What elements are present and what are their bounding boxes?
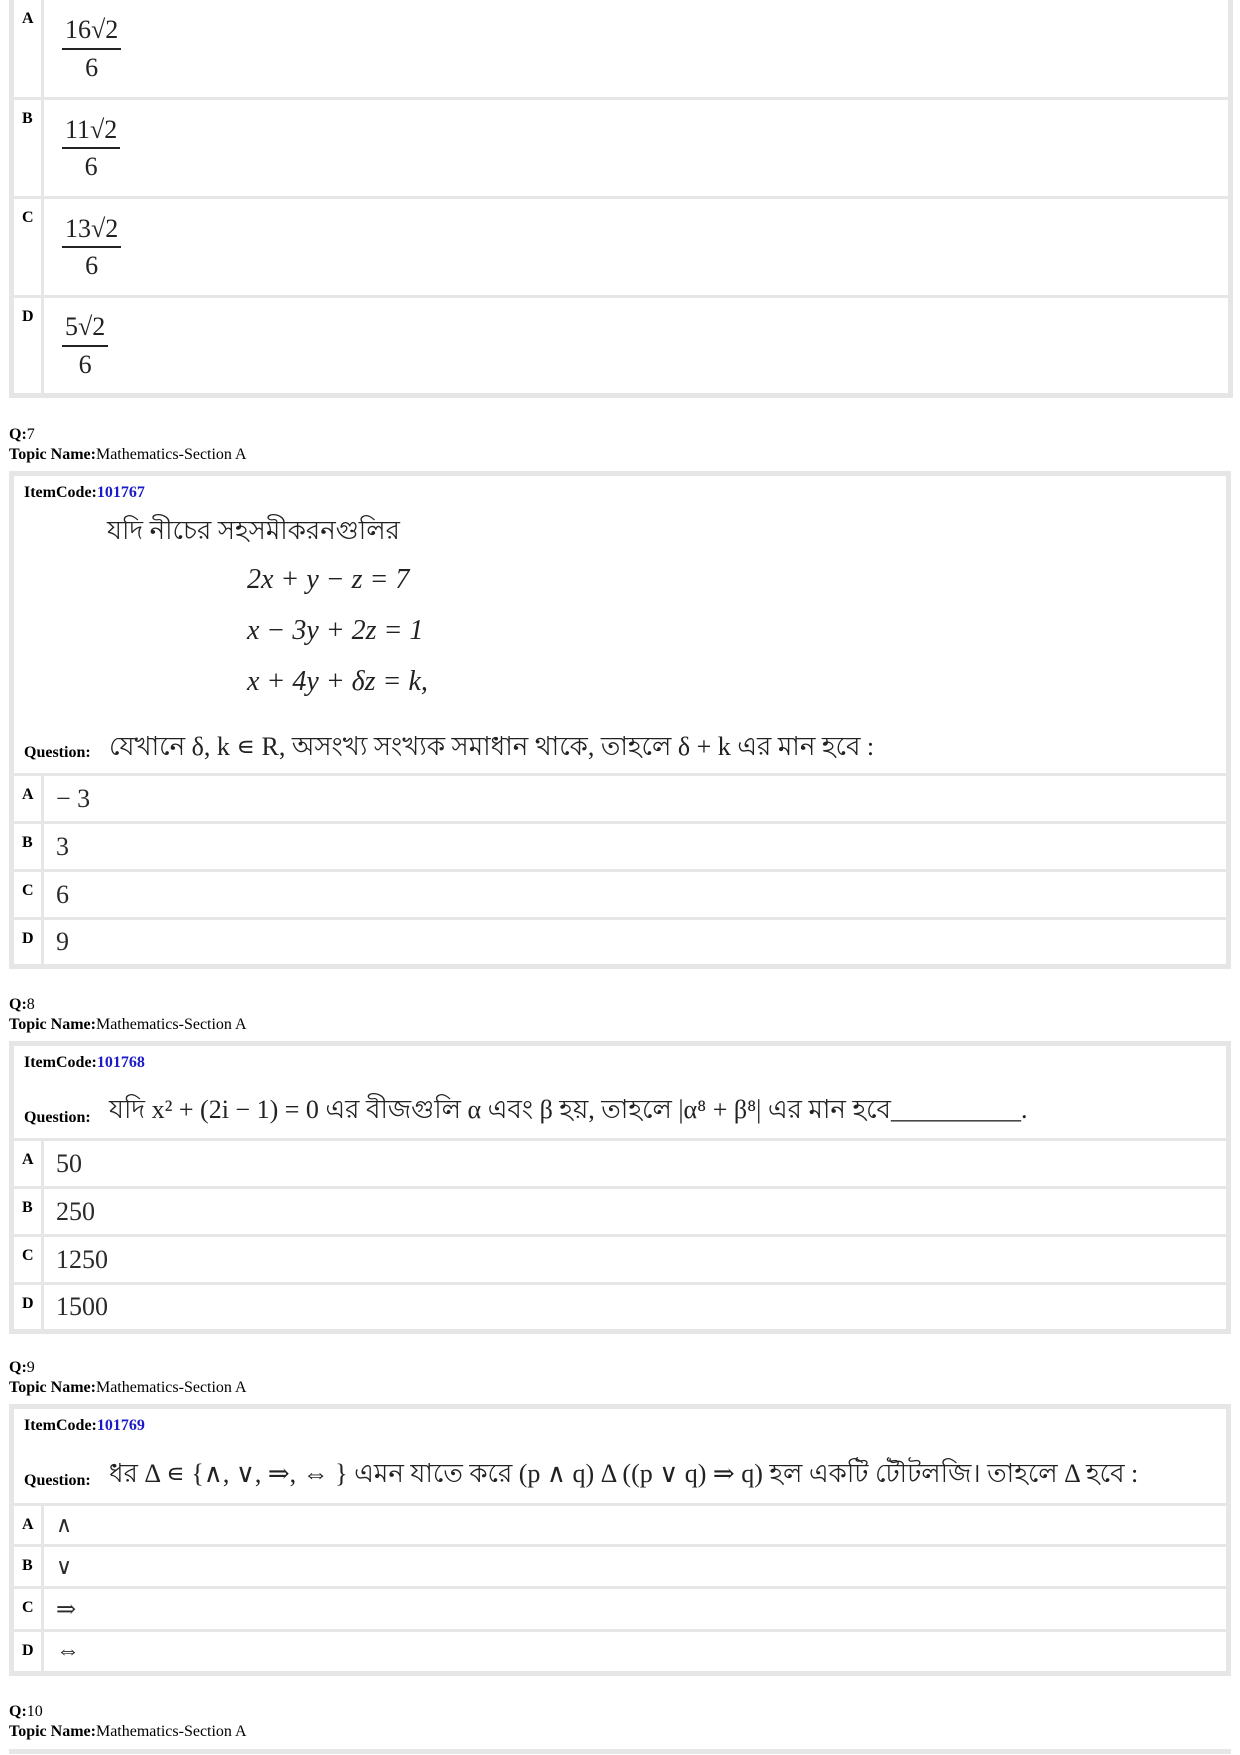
option-label: D	[14, 920, 44, 964]
q-prefix: Q:	[9, 1703, 27, 1720]
q-prefix: Q:	[9, 426, 27, 443]
option-label: B	[14, 1189, 44, 1234]
q8-option-b[interactable]	[14, 1186, 1226, 1234]
q8-table	[9, 1041, 1231, 1334]
option-text: 250	[56, 1196, 95, 1226]
q8-option-d[interactable]	[14, 1282, 1226, 1329]
q7-question-block	[14, 476, 1226, 773]
option-label: A	[14, 1141, 44, 1186]
topic-name: Mathematics-Section A	[95, 446, 247, 463]
item-code: 101767	[96, 484, 145, 501]
option-label: D	[14, 1632, 44, 1671]
question-number: 10	[26, 1703, 43, 1720]
item-code-line	[14, 476, 1226, 502]
q7-option-d[interactable]	[14, 917, 1226, 964]
numerator: 13√2	[62, 215, 121, 248]
question-intro: যদি নীচের সহসমীকরনগুলির	[107, 516, 400, 545]
denominator: 6	[85, 251, 99, 280]
option-label: C	[14, 199, 44, 295]
topic-label: Topic Name:	[9, 1723, 96, 1740]
q8-question-block	[14, 1046, 1226, 1138]
option-text: 1500	[56, 1292, 108, 1321]
q-prefix: Q:	[9, 1359, 27, 1376]
q9-option-a[interactable]	[14, 1503, 1226, 1544]
q9-option-d[interactable]	[14, 1629, 1226, 1671]
question-label: Question:	[24, 1109, 91, 1126]
option-text: 9	[56, 927, 69, 956]
denominator: 6	[78, 349, 92, 379]
option-label: C	[14, 872, 44, 917]
option-label: B	[14, 824, 44, 869]
fraction	[62, 313, 108, 378]
option-label: A	[14, 776, 44, 821]
q7-option-c[interactable]	[14, 869, 1226, 917]
q6-option-b[interactable]	[14, 97, 1228, 196]
option-text: 6	[56, 879, 69, 909]
option-text: 1250	[56, 1244, 108, 1274]
question-text: ধর Δ ∊ {∧, ∨, ⇒, ⇔ } এমন যাতে করে (p ∧ q) Δ ((p ∨ q) ⇒ q) হল একটি টৌটলজি। তাহলে Δ হবে :	[109, 1459, 1139, 1488]
numerator: 5√2	[62, 313, 108, 346]
question-number: 8	[26, 996, 35, 1013]
fraction	[62, 116, 120, 181]
option-label: B	[14, 100, 44, 196]
q-prefix: Q:	[9, 996, 27, 1013]
topic-name: Mathematics-Section A	[95, 1723, 247, 1740]
question-text: যদি x² + (2i − 1) = 0 এর বীজগুলি α এবং β হয়, তাহলে |α⁸ + β⁸| এর মান হবে__________.	[109, 1095, 1028, 1124]
topic-name: Mathematics-Section A	[95, 1379, 247, 1396]
q9-question-block	[14, 1409, 1226, 1503]
item-code-label: ItemCode:	[24, 1417, 97, 1434]
option-label: D	[14, 1285, 44, 1329]
option-text: 3	[56, 831, 69, 861]
item-code-line	[14, 1046, 1226, 1072]
q8-header	[9, 995, 247, 1035]
numerator: 11√2	[62, 116, 120, 149]
option-text: ∨	[56, 1553, 73, 1579]
item-code: 101768	[96, 1054, 145, 1071]
item-code-line	[14, 1409, 1226, 1435]
equation-3: x + 4y + δz = k,	[247, 666, 428, 697]
q10-table-top-border	[9, 1749, 1231, 1754]
option-label: D	[14, 298, 44, 393]
question-number: 7	[26, 426, 35, 443]
topic-label: Topic Name:	[9, 1379, 96, 1396]
denominator: 6	[85, 52, 99, 82]
item-code: 101769	[96, 1417, 145, 1434]
option-label: C	[14, 1589, 44, 1629]
option-text: ⇔	[56, 1638, 80, 1664]
q9-option-c[interactable]	[14, 1586, 1226, 1629]
q7-option-b[interactable]	[14, 821, 1226, 869]
question-text: যেখানে δ, k ∊ R, অসংখ্য সংখ্যক সমাধান থাকে, তাহলে δ + k এর মান হবে :	[109, 732, 875, 761]
numerator: 16√2	[62, 16, 121, 49]
q8-option-c[interactable]	[14, 1234, 1226, 1282]
q7-option-a[interactable]	[14, 773, 1226, 821]
q6-options-table	[9, 0, 1233, 398]
q9-header	[9, 1358, 247, 1398]
q9-table	[9, 1404, 1231, 1676]
question-label: Question:	[24, 1472, 91, 1489]
q8-option-a[interactable]	[14, 1138, 1226, 1186]
q10-header	[9, 1702, 247, 1742]
question-label: Question:	[24, 744, 91, 761]
option-text: ⇒	[56, 1596, 77, 1623]
topic-label: Topic Name:	[9, 446, 96, 463]
equation-1: 2x + y − z = 7	[247, 564, 410, 595]
item-code-label: ItemCode:	[24, 1054, 97, 1071]
q9-option-b[interactable]	[14, 1544, 1226, 1586]
question-number: 9	[26, 1359, 35, 1376]
option-label: C	[14, 1237, 44, 1282]
q6-option-a[interactable]	[14, 0, 1228, 97]
option-label: B	[14, 1547, 44, 1586]
q7-table	[9, 471, 1231, 969]
topic-name: Mathematics-Section A	[95, 1016, 247, 1033]
option-label: A	[14, 1506, 44, 1544]
topic-label: Topic Name:	[9, 1016, 96, 1033]
fraction	[62, 215, 121, 280]
fraction	[62, 16, 121, 81]
option-text: 50	[56, 1148, 82, 1178]
q6-option-d[interactable]	[14, 295, 1228, 393]
q6-option-c[interactable]	[14, 196, 1228, 295]
item-code-label: ItemCode:	[24, 484, 97, 501]
option-label: A	[14, 0, 44, 97]
denominator: 6	[84, 152, 98, 181]
option-text: ∧	[56, 1512, 73, 1537]
q7-header	[9, 425, 247, 465]
option-text: − 3	[56, 783, 91, 813]
equation-2: x − 3y + 2z = 1	[247, 615, 424, 646]
